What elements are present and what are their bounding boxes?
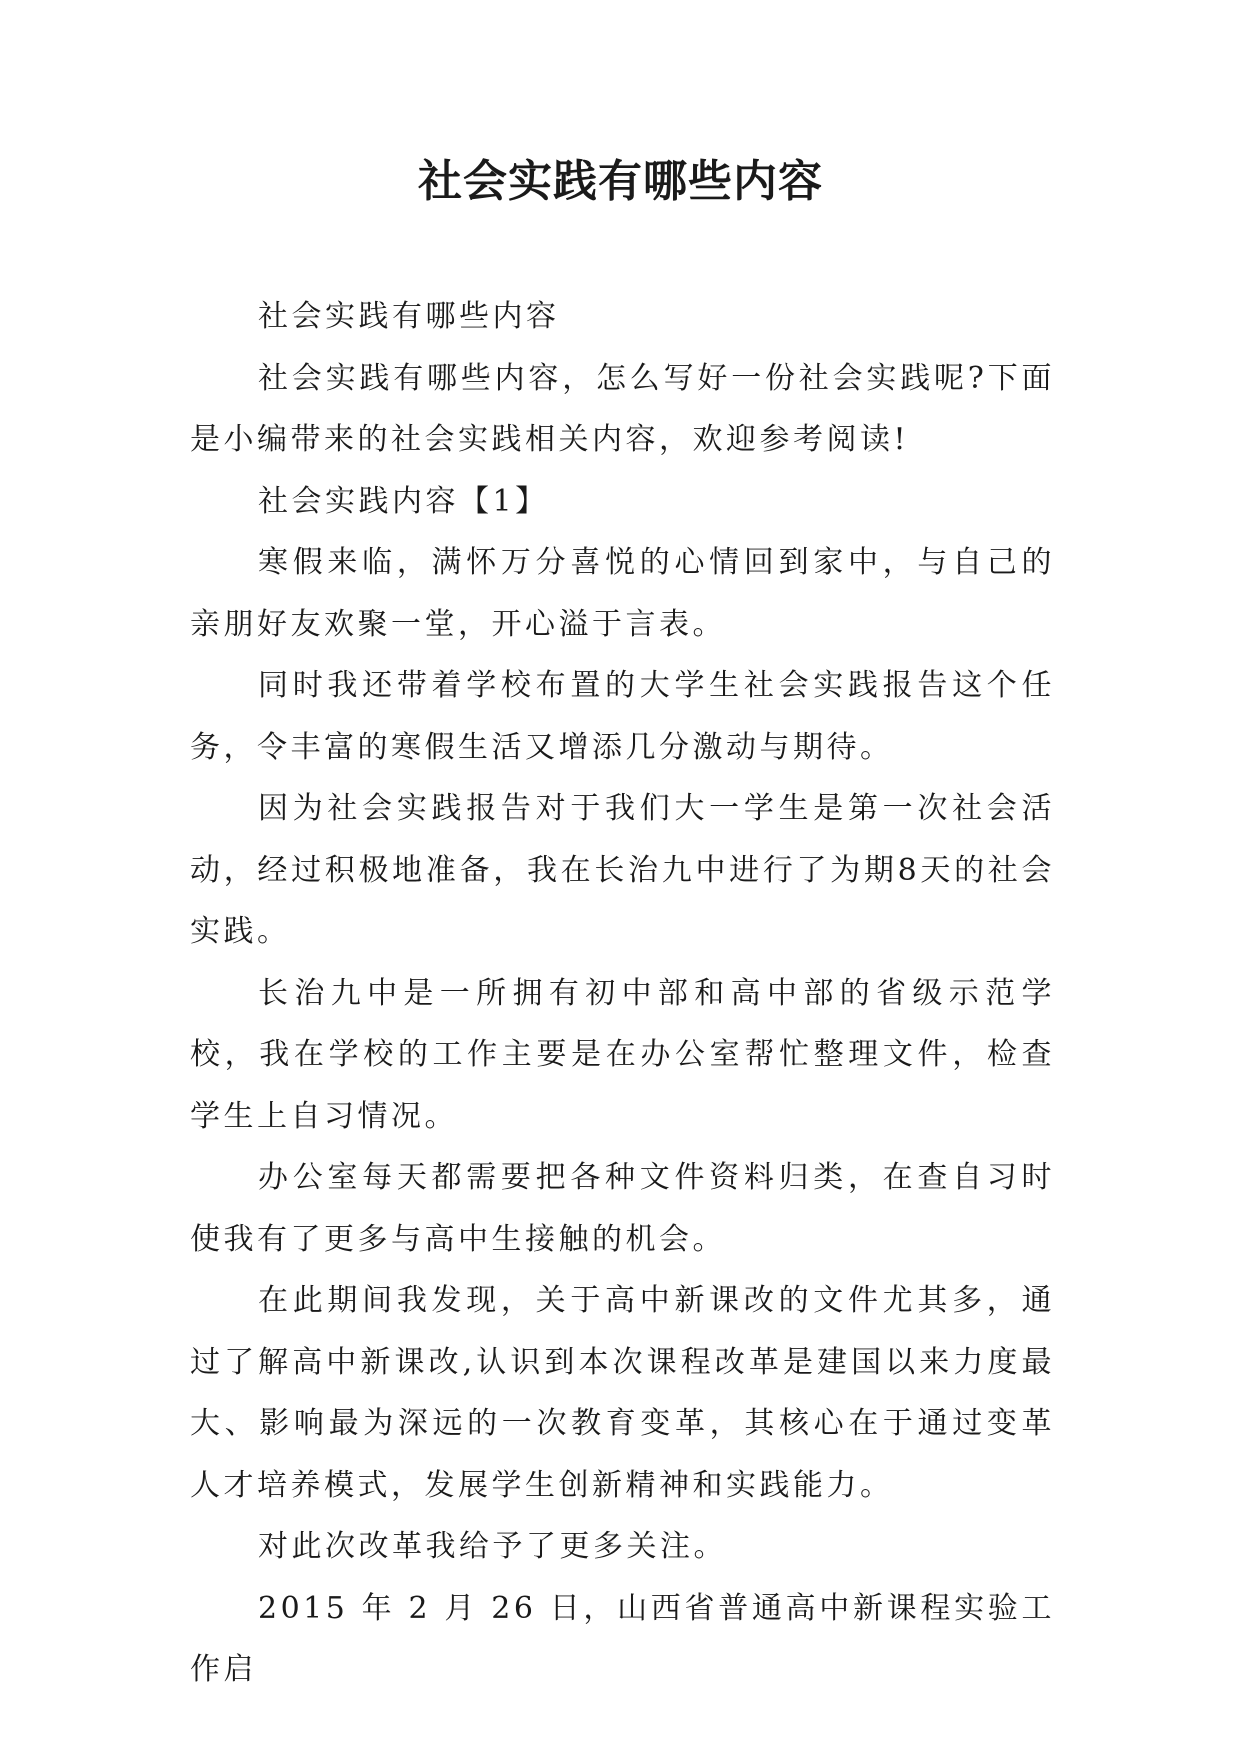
document-body	[190, 286, 1055, 1701]
paragraph: 寒假来临，满怀万分喜悦的心情回到家中，与自己的亲朋好友欢聚一堂，开心溢于言表。	[190, 545, 1055, 642]
section-heading: 社会实践内容【1】	[258, 483, 549, 519]
paragraph: 对此次改革我给予了更多关注。	[258, 1529, 727, 1564]
document-title: 社会实践有哪些内容	[418, 156, 823, 207]
paragraph: 2015 年 2 月 26 日，山西省普通高中新课程实验工作启	[190, 1590, 1055, 1687]
paragraph-intro: 社会实践有哪些内容，怎么写好一份社会实践呢?下面是小编带来的社会实践相关内容，欢迎参考阅读!	[190, 360, 1055, 457]
paragraph: 办公室每天都需要把各种文件资料归类，在查自习时使我有了更多与高中生接触的机会。	[190, 1160, 1055, 1257]
paragraph: 同时我还带着学校布置的大学生社会实践报告这个任务，令丰富的寒假生活又增添几分激动与期待。	[190, 668, 1055, 765]
paragraph: 因为社会实践报告对于我们大一学生是第一次社会活动，经过积极地准备，我在长治九中进行了为期8天的社会实践。	[190, 791, 1055, 949]
paragraph: 在此期间我发现，关于高中新课改的文件尤其多，通过了解高中新课改,认识到本次课程改革是建国以来力度最大、影响最为深远的一次教育变革，其核心在于通过变革人才培养模式，发展学生创新精神和实践能力。	[190, 1283, 1055, 1503]
paragraph-subtitle: 社会实践有哪些内容	[258, 299, 560, 334]
paragraph: 长治九中是一所拥有初中部和高中部的省级示范学校，我在学校的工作主要是在办公室帮忙整理文件，检查学生上自习情况。	[190, 975, 1055, 1134]
